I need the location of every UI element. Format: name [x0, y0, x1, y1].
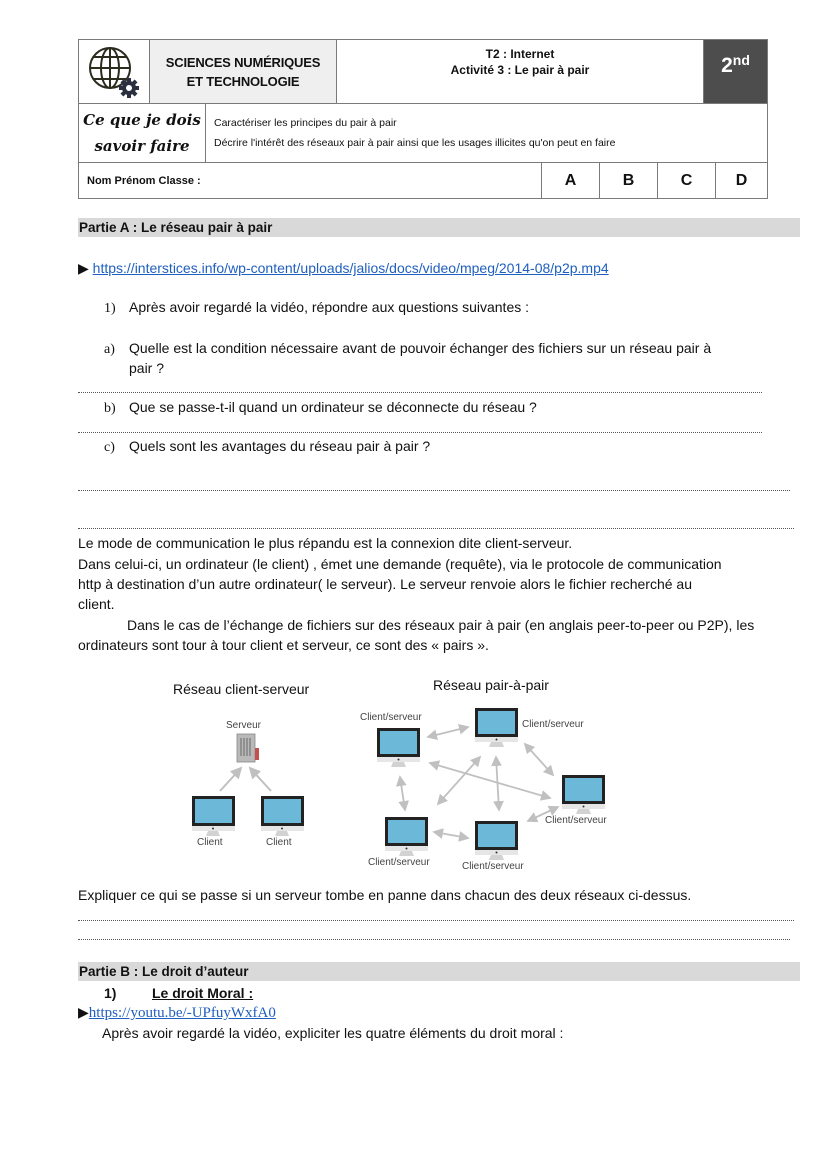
- level-badge: [704, 40, 767, 103]
- question-c-text: Quels sont les avantages du réseau pair à pair ?: [129, 438, 431, 454]
- question-1-number: 1): [104, 301, 116, 316]
- skill-item: Décrire l'intérêt des réseaux pair à pair ainsi que les usages illicites qu'on peut en faire: [214, 137, 616, 149]
- question-1-text: Après avoir regardé la vidéo, répondre aux questions suivantes :: [129, 299, 530, 315]
- question-b-number: b): [104, 401, 116, 416]
- p2p-link: [434, 832, 468, 838]
- question-c-number: c): [104, 440, 115, 455]
- video-link-line-a: [78, 258, 609, 278]
- header-row-skills: [79, 104, 767, 163]
- question-a-number: a): [104, 342, 115, 357]
- p2p-link: [428, 727, 468, 737]
- p2p-computer-icon: [385, 817, 428, 856]
- p2p-node-label: Client/serveur: [368, 857, 430, 868]
- arrow-client-to-server: [220, 768, 241, 791]
- paragraph-line: http à destination d’un autre ordinateur( le serveur). Le serveur renvoie alors le fichier recherché au: [78, 576, 692, 592]
- client-label: Client: [266, 837, 292, 848]
- answer-line-c-2[interactable]: [78, 528, 794, 529]
- section-title-part-b: Partie B : Le droit d’auteur: [78, 962, 800, 981]
- subject-line-1: SCIENCES NUMÉRIQUES: [165, 54, 321, 70]
- title-cell: [337, 40, 704, 103]
- p2p-link: [400, 777, 405, 810]
- arrow-client-to-server: [250, 768, 271, 791]
- header-row-title: [79, 40, 767, 104]
- theme-title: T2 : Internet: [485, 47, 555, 61]
- p2p-node-label: Client/serveur: [360, 712, 422, 723]
- answer-line-c-1[interactable]: [78, 490, 790, 491]
- p2p-computer-icon: [377, 728, 420, 767]
- student-name-field[interactable]: Nom Prénom Classe :: [79, 163, 542, 198]
- header-row-student: [79, 163, 767, 198]
- grade-b[interactable]: B: [600, 163, 658, 198]
- question-a-line-2: pair ?: [129, 360, 165, 376]
- globe-gear-icon: [86, 44, 142, 100]
- skills-label-line-1: Ce que je dois: [83, 111, 201, 129]
- client-computer-icon: [192, 796, 235, 836]
- subject-cell: [150, 40, 337, 103]
- client-server-diagram: [160, 670, 360, 870]
- diagram-title-p2p: Réseau pair-à-pair: [433, 677, 549, 693]
- explain-question: Expliquer ce qui se passe si un serveur tombe en panne dans chacun des deux réseaux ci-dessus.: [78, 887, 692, 903]
- level-number: 2: [721, 54, 733, 77]
- skills-list: [206, 104, 767, 162]
- server-icon: [237, 734, 259, 762]
- question-a: [104, 338, 712, 376]
- video-link-p2p[interactable]: https://interstices.info/wp-content/uploads/jalios/docs/video/mpeg/2014-08/p2p.mp4: [92, 260, 609, 276]
- paragraph-line: ordinateurs sont tour à tour client et serveur, ce sont des « pairs ».: [78, 637, 489, 653]
- subsection-title: Le droit Moral :: [152, 985, 254, 1001]
- header-table: [78, 39, 768, 199]
- grade-c[interactable]: C: [658, 163, 716, 198]
- answer-line-a[interactable]: [78, 392, 762, 393]
- section-title-part-a: Partie A : Le réseau pair à pair: [78, 218, 800, 237]
- p2p-node-label: Client/serveur: [522, 719, 584, 730]
- p2p-computer-icon: [562, 775, 605, 814]
- video-link-line-b: [78, 1002, 276, 1023]
- question-1: [104, 297, 530, 319]
- p2p-link: [438, 757, 480, 804]
- server-label: Serveur: [226, 720, 262, 731]
- p2p-computer-icon: [475, 708, 518, 747]
- answer-line-b[interactable]: [78, 432, 762, 433]
- level-suffix: nd: [732, 52, 750, 68]
- video-link-youtube[interactable]: https://youtu.be/-UPfuyWxfA0: [88, 1005, 276, 1021]
- paragraph-line: client.: [78, 596, 115, 612]
- paragraph-line: Le mode de communication le plus répandu est la connexion dite client-serveur.: [78, 535, 573, 551]
- p2p-computer-icon: [475, 821, 518, 860]
- diagram-title-client-server: Réseau client-serveur: [173, 681, 310, 697]
- client-computer-icon: [261, 796, 304, 836]
- play-arrow-icon: ▶: [78, 260, 89, 276]
- question-c: [104, 436, 431, 458]
- question-a-line-1: Quelle est la condition nécessaire avant de pouvoir échanger des fichiers sur un réseau pair à: [129, 340, 712, 356]
- grade-a[interactable]: A: [542, 163, 600, 198]
- p2p-node-label: Client/serveur: [545, 815, 607, 826]
- subsection-moral-right: [104, 983, 254, 1003]
- skills-label: [79, 104, 206, 162]
- p2p-link: [525, 744, 553, 775]
- activity-title: Activité 3 : Le pair à pair: [450, 63, 590, 77]
- logo-cell: [79, 40, 150, 103]
- p2p-link: [528, 807, 558, 821]
- skill-item: Caractériser les principes du pair à pair: [214, 117, 397, 129]
- subject-line-2: ET TECHNOLOGIE: [186, 73, 300, 89]
- p2p-node-label: Client/serveur: [462, 861, 524, 872]
- grade-d[interactable]: D: [735, 171, 748, 189]
- answer-line-explain-2[interactable]: [78, 939, 790, 940]
- p2p-diagram: [350, 670, 630, 880]
- play-arrow-icon: ▶: [78, 1004, 89, 1020]
- client-label: Client: [197, 837, 223, 848]
- question-b: [104, 397, 537, 419]
- paragraph-line: Dans celui-ci, un ordinateur (le client) , émet une demande (requête), via le protocole de communication: [78, 556, 722, 572]
- answer-line-explain-1[interactable]: [78, 920, 794, 921]
- paragraph-line: Dans le cas de l’échange de fichiers sur des réseaux pair à pair (en anglais peer-to-peer ou P2P), les: [127, 617, 755, 633]
- skills-label-line-2: savoir faire: [94, 137, 190, 155]
- moral-right-instruction: Après avoir regardé la vidéo, expliciter les quatre éléments du droit moral :: [102, 1025, 564, 1041]
- subsection-number: 1): [104, 985, 117, 1001]
- question-b-text: Que se passe-t-il quand un ordinateur se déconnecte du réseau ?: [129, 399, 537, 415]
